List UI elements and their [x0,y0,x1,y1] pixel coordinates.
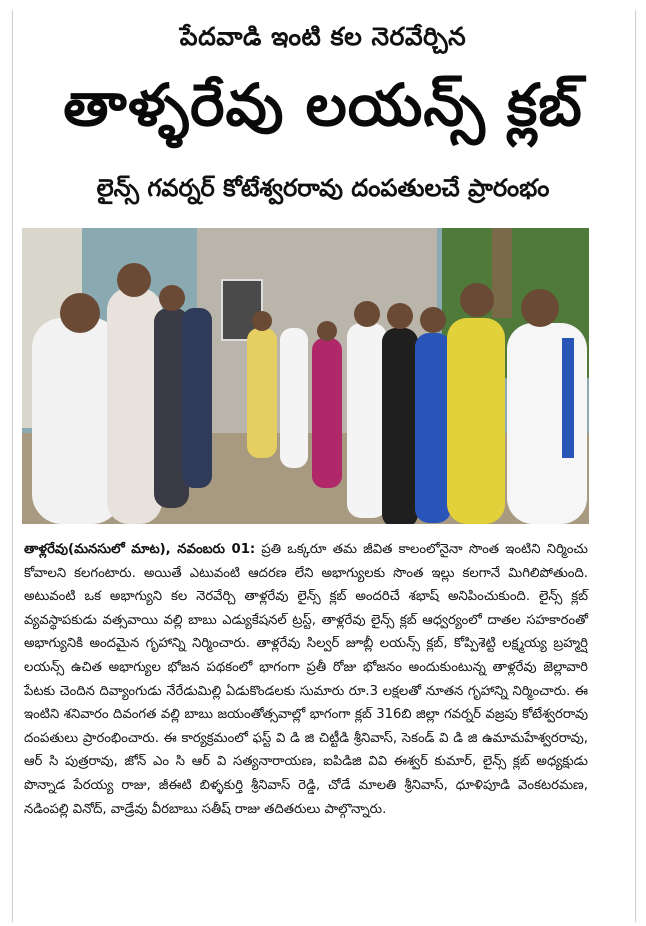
dateline: తాళ్లరేవు(మనసులో మాట), నవంబరు 01: [24,542,256,557]
subheadline: లైన్స్ గవర్నర్ కోటేశ్వరరావు దంపతులచే ప్రారంభం [96,174,550,202]
kicker: పేదవాడి ఇంటి కల నెరవేర్చిన [179,22,467,51]
article-text: ప్రతి ఒక్కరూ తమ జీవిత కాలంలోనైనా సొంత ఇంటిని నిర్మించు కోవాలని కలగంటారు. అయితే ఎటువంటి ఆదరణ లేని అభాగ్యులకు సొంత ఇల్లు కలగానే మిగిలిపోతుంది. అటువంటి ఒక అభాగ్యుని కల నెరవేర్చి తాళ్లరేవు లైన్స్ క్లబ్ అందరిచే శభాష్ అనిపించుకుంది. లైన్స్ క్లబ్ వ్యవస్థాపకుడు వత్సవాయి వల్లి బాబు ఎడ్యుకేషనల్ ట్రస్ట్, తాళ్లరేవు లైన్స్ క్లబ్ ఆధ్వర్యంలో దాతల సహకారంతో అభాగ్యునికి అందమైన గృహాన్ని నిర్మించారు. తాళ్లరేవు సిల్వర్ జూబ్లీ లయన్స్ క్లబ్, కోప్పిశెట్టి లక్ష్మయ్య బ్రహ్మర్షి లయన్స్ ఉచిత అభాగ్యుల భోజన పథకంలో భాగంగా ప్రతీ రోజు భోజనం అందుకుంటున్న తాళ్లరేవు జెల్లావారి పేటకు చెందిన దివ్యాంగుడు నేరేడుమిల్లి ఏడుకొండలకు సుమారు రూ.3 లక్షలతో నూతన గృహాన్ని నిర్మించారు. ఈ ఇంటిని శనివారం దివంగత వల్లి బాబు జయంతోత్సవాల్లో భాగంగా క్లబ్ 316బి జిల్లా గవర్నర్ వజ్రపు కోటేశ్వరరావు దంపతులు ప్రారంభించారు. ఈ కార్యక్రమంలో ఫస్ట్ వి డి జి చిట్టీడి శ్రీనివాస్, సెకండ్ వి డి జి ఉమామహేశ్వరరావు, ఆర్ సి పుత్రరావు, జోన్ ఎం సి ఆర్ వి సత్యనారాయణ, ఐపిడిజి వివి ఈశ్వర్ కుమార్, లైన్స్ క్లబ్ అధ్యక్షుడు పొన్నాడ పేరయ్య రాజు, జీఈటి బిళ్ళకుర్తి శ్రీనివాస్ రెడ్డి, చోడే మాలతి శ్రీనివాస్, ధూళిపూడి వెంకటరమణ, నడింపల్లి వినోద్, వాడ్రేవు వీరబాబు సతీష్ రాజు తదితరులు పాల్గొన్నారు. [24,542,588,817]
news-photo [22,228,589,524]
article-body [24,538,588,821]
group-photo-illustration [22,228,589,524]
headline: తాళ్ళరేవు లయన్స్ క్లబ్ [63,71,583,139]
